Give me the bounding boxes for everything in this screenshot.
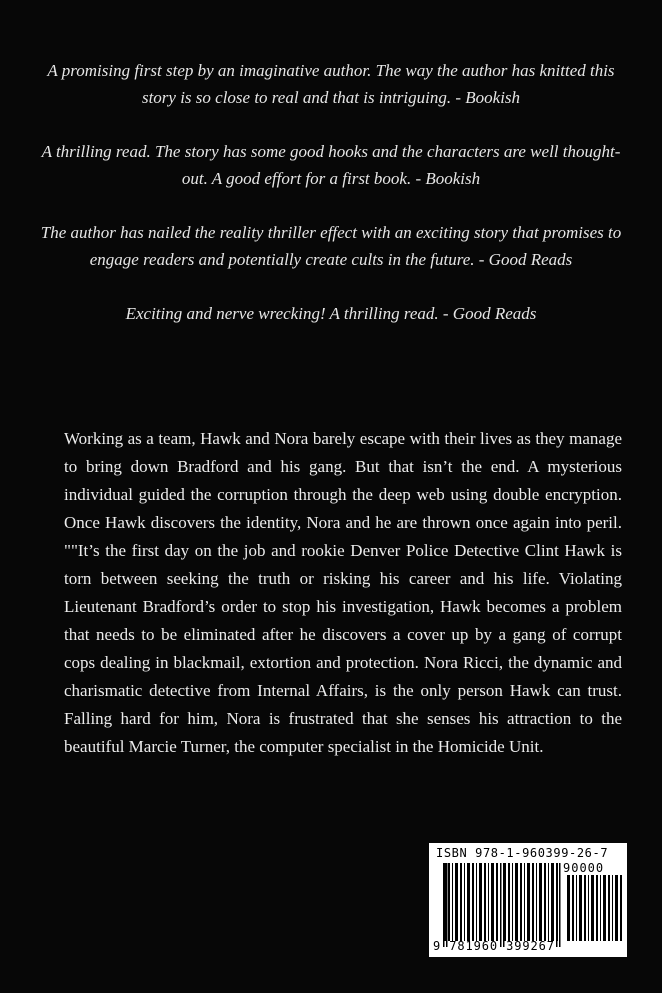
ean-digits: 9 781960 399267 — [433, 939, 555, 953]
review-quote: The author has nailed the reality thriller effect with an exciting story that promises to engage readers and potentially create cults in the future. - Good Reads — [40, 223, 622, 269]
reviews-section — [40, 57, 622, 354]
isbn-label: ISBN 978-1-960399-26-7 — [436, 846, 609, 860]
review-quote: Exciting and nerve wrecking! A thrilling read. - Good Reads — [125, 304, 537, 323]
review-quote: A thrilling read. The story has some good hooks and the characters are well thought-out. A good effort for a first book. - Bookish — [41, 142, 621, 188]
book-blurb: Working as a team, Hawk and Nora barely escape with their lives as they manage to bring down Bradford and his gang. But that isn’t the end. A mysterious individual guided the corruption through the deep web using double encryption. Once Hawk discovers the identity, Nora and he are thrown once again into peril. ""It’s the first day on the job and rookie Denver Police Detective Clint Hawk is torn between seeking the truth or risking his career and his life. Violating Lieutenant Bradford’s order to stop his investigation, Hawk becomes a problem that needs to be eliminated after he discovers a cover up by a gang of corrupt cops dealing in blackmail, extortion and protection. Nora Ricci, the dynamic and charismatic detective from Internal Affairs, is the only person Hawk can trust. Falling hard for him, Nora is frustrated that she senses his attraction to the beautiful Marcie Turner, the computer specialist in the Homicide Unit. — [64, 429, 622, 756]
isbn-barcode — [429, 843, 627, 957]
review-quote: A promising first step by an imaginative author. The way the author has knitted this story is so close to real and that is intriguing. - Bookish — [47, 61, 615, 107]
price-code: 90000 — [563, 861, 605, 875]
